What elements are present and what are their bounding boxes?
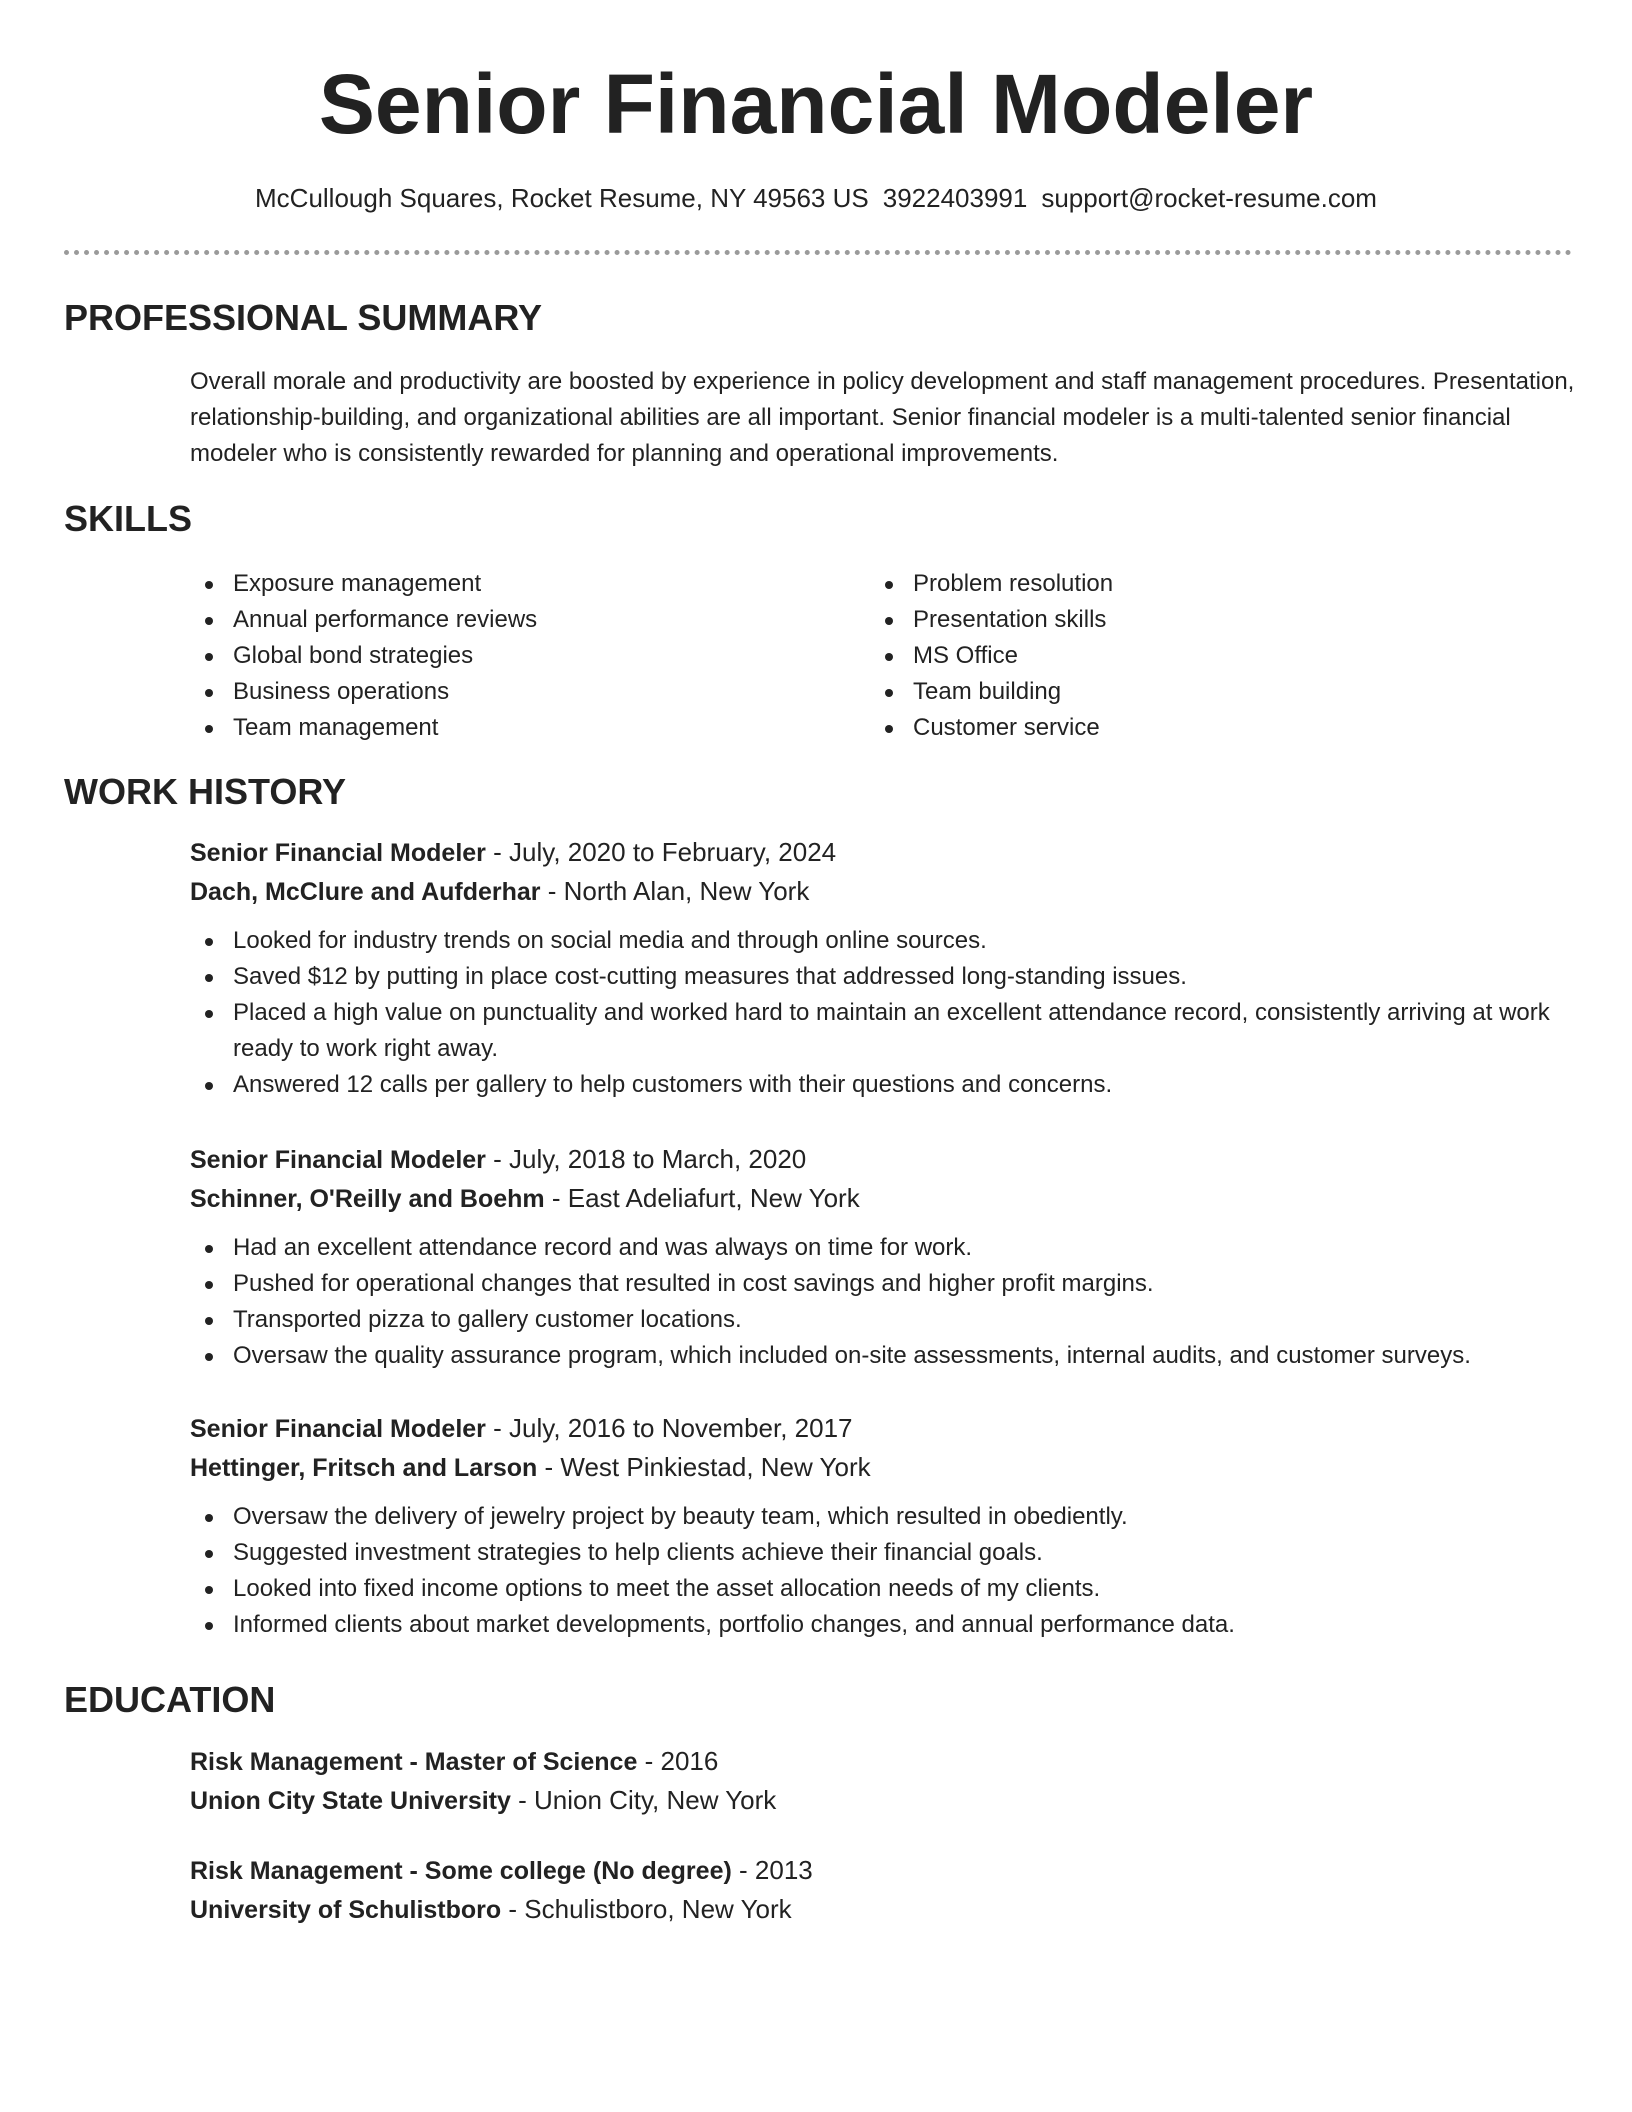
job-title: Senior Financial Modeler xyxy=(190,1146,486,1174)
summary-text: Overall morale and productivity are boosted by experience in policy development and staff management procedures. Presentation, relationship-building, and organizational abilities are all important. Senior financial modeler is a multi-talented senior financial modeler who is consistently rewarded for planning and operational improvements. xyxy=(190,368,1575,467)
job-bullet: Placed a high value on punctuality and worked hard to maintain an excellent attendance record, consistently arriving at work ready to work right away. xyxy=(190,995,1593,1067)
job-dates: - July, 2018 to March, 2020 xyxy=(485,1144,807,1174)
skill-item: Global bond strategies xyxy=(190,638,870,674)
section-title-skills: SKILLS xyxy=(64,498,193,539)
job-dates: - July, 2020 to February, 2024 xyxy=(485,837,837,867)
skills-column-left xyxy=(190,566,870,746)
job-bullet: Pushed for operational changes that resulted in cost savings and higher profit margins. xyxy=(190,1266,1593,1302)
skill-item: Presentation skills xyxy=(870,602,1550,638)
degree-name: Risk Management - Master of Science xyxy=(190,1748,638,1776)
contact-line xyxy=(0,180,1632,216)
job-bullet: Transported pizza to gallery customer locations. xyxy=(190,1302,1593,1338)
skill-item: Annual performance reviews xyxy=(190,602,870,638)
job-bullet: Informed clients about market developments, portfolio changes, and annual performance data. xyxy=(190,1607,1593,1643)
degree-line xyxy=(190,1851,1590,1890)
job-company-line xyxy=(190,1179,1590,1218)
school-location: - Schulistboro, New York xyxy=(501,1894,792,1924)
section-title-work: WORK HISTORY xyxy=(64,771,347,812)
degree-name: Risk Management - Some college (No degree) xyxy=(190,1857,732,1885)
job-bullet: Oversaw the delivery of jewelry project by beauty team, which resulted in obediently. xyxy=(190,1499,1593,1535)
job-bullet: Had an excellent attendance record and was always on time for work. xyxy=(190,1230,1593,1266)
job-bullets xyxy=(190,923,1590,1103)
degree-year: - 2013 xyxy=(731,1855,813,1885)
job-company: Hettinger, Fritsch and Larson xyxy=(190,1454,538,1482)
job-title: Senior Financial Modeler xyxy=(190,839,486,867)
job-location: - East Adeliafurt, New York xyxy=(544,1183,860,1213)
job-company-line xyxy=(190,872,1590,911)
job-title-line xyxy=(190,833,1590,872)
job-title-line xyxy=(190,1409,1590,1448)
job-company-line xyxy=(190,1448,1590,1487)
contact-phone: 3922403991 xyxy=(882,183,1028,213)
job-location: - West Pinkiestad, New York xyxy=(537,1452,871,1482)
education-entry xyxy=(190,1742,1590,1820)
school-line xyxy=(190,1781,1590,1820)
job-location: - North Alan, New York xyxy=(540,876,810,906)
job-company: Dach, McClure and Aufderhar xyxy=(190,878,541,906)
job-dates: - July, 2016 to November, 2017 xyxy=(485,1413,853,1443)
job-title-line xyxy=(190,1140,1590,1179)
job-bullets xyxy=(190,1230,1590,1374)
job-bullet: Suggested investment strategies to help clients achieve their financial goals. xyxy=(190,1535,1593,1571)
school-name: Union City State University xyxy=(190,1787,511,1815)
skill-item: Team management xyxy=(190,710,870,746)
degree-line xyxy=(190,1742,1590,1781)
resume-name: Senior Financial Modeler xyxy=(318,57,1314,151)
section-title-summary: PROFESSIONAL SUMMARY xyxy=(64,297,543,338)
job-title: Senior Financial Modeler xyxy=(190,1415,486,1443)
school-location: - Union City, New York xyxy=(510,1785,777,1815)
skill-item: MS Office xyxy=(870,638,1550,674)
skill-item: Team building xyxy=(870,674,1550,710)
education-entry xyxy=(190,1851,1590,1929)
school-name: University of Schulistboro xyxy=(190,1896,502,1924)
job-bullet: Saved $12 by putting in place cost-cutting measures that addressed long-standing issues. xyxy=(190,959,1593,995)
skills-column-right xyxy=(870,566,1550,746)
skill-item: Business operations xyxy=(190,674,870,710)
section-title-education: EDUCATION xyxy=(64,1679,276,1720)
contact-address: McCullough Squares, Rocket Resume, NY 49563 US xyxy=(255,183,869,213)
job-company: Schinner, O'Reilly and Boehm xyxy=(190,1185,545,1213)
work-entry xyxy=(190,1140,1590,1374)
job-bullet: Oversaw the quality assurance program, which included on-site assessments, internal audits, and customer surveys. xyxy=(190,1338,1593,1374)
job-bullet: Looked into fixed income options to meet the asset allocation needs of my clients. xyxy=(190,1571,1593,1607)
job-bullet: Looked for industry trends on social media and through online sources. xyxy=(190,923,1593,959)
skills-list xyxy=(190,566,1590,746)
work-entry xyxy=(190,833,1590,1103)
degree-year: - 2016 xyxy=(637,1746,719,1776)
work-entry xyxy=(190,1409,1590,1643)
school-line xyxy=(190,1890,1590,1929)
skill-item: Problem resolution xyxy=(870,566,1550,602)
skill-item: Exposure management xyxy=(190,566,870,602)
contact-email: support@rocket-resume.com xyxy=(1041,183,1377,213)
header-divider xyxy=(64,250,1572,255)
job-bullets xyxy=(190,1499,1590,1643)
skill-item: Customer service xyxy=(870,710,1550,746)
job-bullet: Answered 12 calls per gallery to help customers with their questions and concerns. xyxy=(190,1067,1593,1103)
